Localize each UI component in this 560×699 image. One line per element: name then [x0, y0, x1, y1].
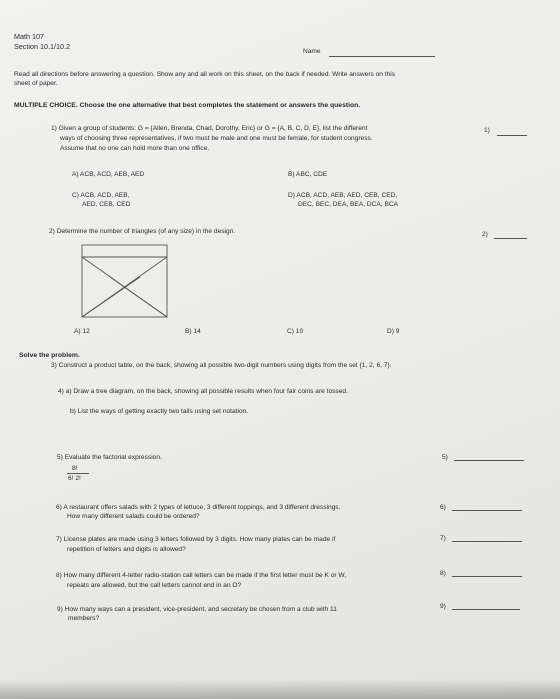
q1-option-d-line-1[interactable]: D) ACB, ACD, AEB, AED, CEB, CED,	[288, 192, 398, 199]
solve-heading: Solve the problem.	[19, 352, 80, 359]
q1-line-3: Assume that no one can hold more than one office.	[60, 145, 210, 152]
q2-option-b[interactable]: B) 14	[185, 328, 201, 335]
q5-text: 5) Evaluate the factorial expression.	[57, 454, 162, 461]
q1-option-a[interactable]: A) ACB, ACD, AEB, AED	[72, 171, 145, 178]
q5-numerator: 8!	[72, 465, 78, 472]
q8-line-2: repeats are allowed, but the call letters cannot end in an O?	[67, 582, 242, 589]
q7-line-1: 7) License plates are made using 3 letters followed by 3 digits. How many plates can be made if	[56, 536, 336, 543]
q1-option-b[interactable]: B) ABC, CDE	[288, 171, 328, 178]
q3-text: 3) Construct a product table, on the back, showing all possible two-digit numbers using digits from the set {1, 2, 6, 7}.	[51, 362, 392, 369]
q6-answer-blank[interactable]	[452, 502, 522, 511]
multiple-choice-heading: MULTIPLE CHOICE. Choose the one alternative that best completes the statement or answers the question.	[14, 102, 361, 109]
q6-line-1: 6) A restaurant offers salads with 2 types of lettuce, 3 different toppings, and 3 different dressings.	[56, 504, 341, 511]
q9-line-2: members?	[68, 615, 100, 622]
q5-answer-blank[interactable]	[454, 452, 524, 461]
name-label: Name	[303, 48, 321, 55]
course-title: Math 107	[14, 32, 44, 41]
q7-line-2: repetition of letters and digits is allowed?	[67, 546, 186, 553]
q2-option-d[interactable]: D) 9	[387, 328, 400, 335]
q8-line-1: 8) How many different 4-letter radio-station call letters can be made if the first letter must be K or W,	[56, 572, 347, 579]
q2-option-c[interactable]: C) 10	[287, 328, 304, 335]
q2-answer-blank[interactable]	[494, 230, 527, 239]
q5-answer-label: 5)	[442, 454, 448, 461]
q1-option-c-line-2[interactable]: AED, CEB, CED	[82, 201, 131, 208]
q4a-text: 4) a) Draw a tree diagram, on the back, showing all possible results when four fair coins are tossed.	[58, 388, 348, 395]
q1-answer-label: 1)	[484, 127, 490, 134]
q2-text: 2) Determine the number of triangles (of any size) in the design.	[49, 228, 236, 235]
q8-answer-label: 8)	[440, 570, 446, 577]
q6-line-2: How many different salads could be ordered?	[67, 513, 200, 520]
triangle-design-figure	[80, 243, 170, 319]
q2-answer-label: 2)	[482, 231, 488, 238]
q4b-text: b) List the ways of getting exactly two tails using set notation.	[70, 408, 249, 415]
name-blank[interactable]	[329, 48, 435, 57]
q2-option-a[interactable]: A) 12	[74, 328, 90, 335]
q9-answer-blank[interactable]	[452, 601, 520, 610]
q8-answer-blank[interactable]	[452, 568, 522, 577]
q1-answer-blank[interactable]	[497, 127, 527, 136]
q5-denominator: 6! 2!	[68, 475, 81, 482]
q9-answer-label: 9)	[440, 603, 446, 610]
q6-answer-label: 6)	[440, 504, 446, 511]
directions-line-1: Read all directions before answering a question. Show any and all work on this sheet, on the back if needed. Write answers on this	[14, 71, 396, 78]
q1-line-1: 1) Given a group of students: G = {Allen, Brenda, Chad, Dorothy, Eric} or G = {A, B, C, D, E}, list the different	[51, 125, 368, 132]
q1-option-d-line-2[interactable]: DEC, BEC, DEA, BEA, DCA, BCA	[298, 201, 399, 208]
q1-option-c-line-1[interactable]: C) ACB, ACD, AEB,	[72, 192, 130, 199]
q1-line-2: ways of choosing three representatives, if two must be male and one must be female, for student congress.	[60, 135, 373, 142]
q7-answer-label: 7)	[440, 535, 446, 542]
directions-line-2: sheet of paper.	[14, 80, 58, 87]
section-label: Section 10.1/10.2	[14, 42, 70, 51]
page-bottom-shadow	[0, 679, 560, 699]
q7-answer-blank[interactable]	[452, 533, 522, 542]
q9-line-1: 9) How many ways can a president, vice-president, and secretary be chosen from a club with 11	[57, 606, 337, 613]
